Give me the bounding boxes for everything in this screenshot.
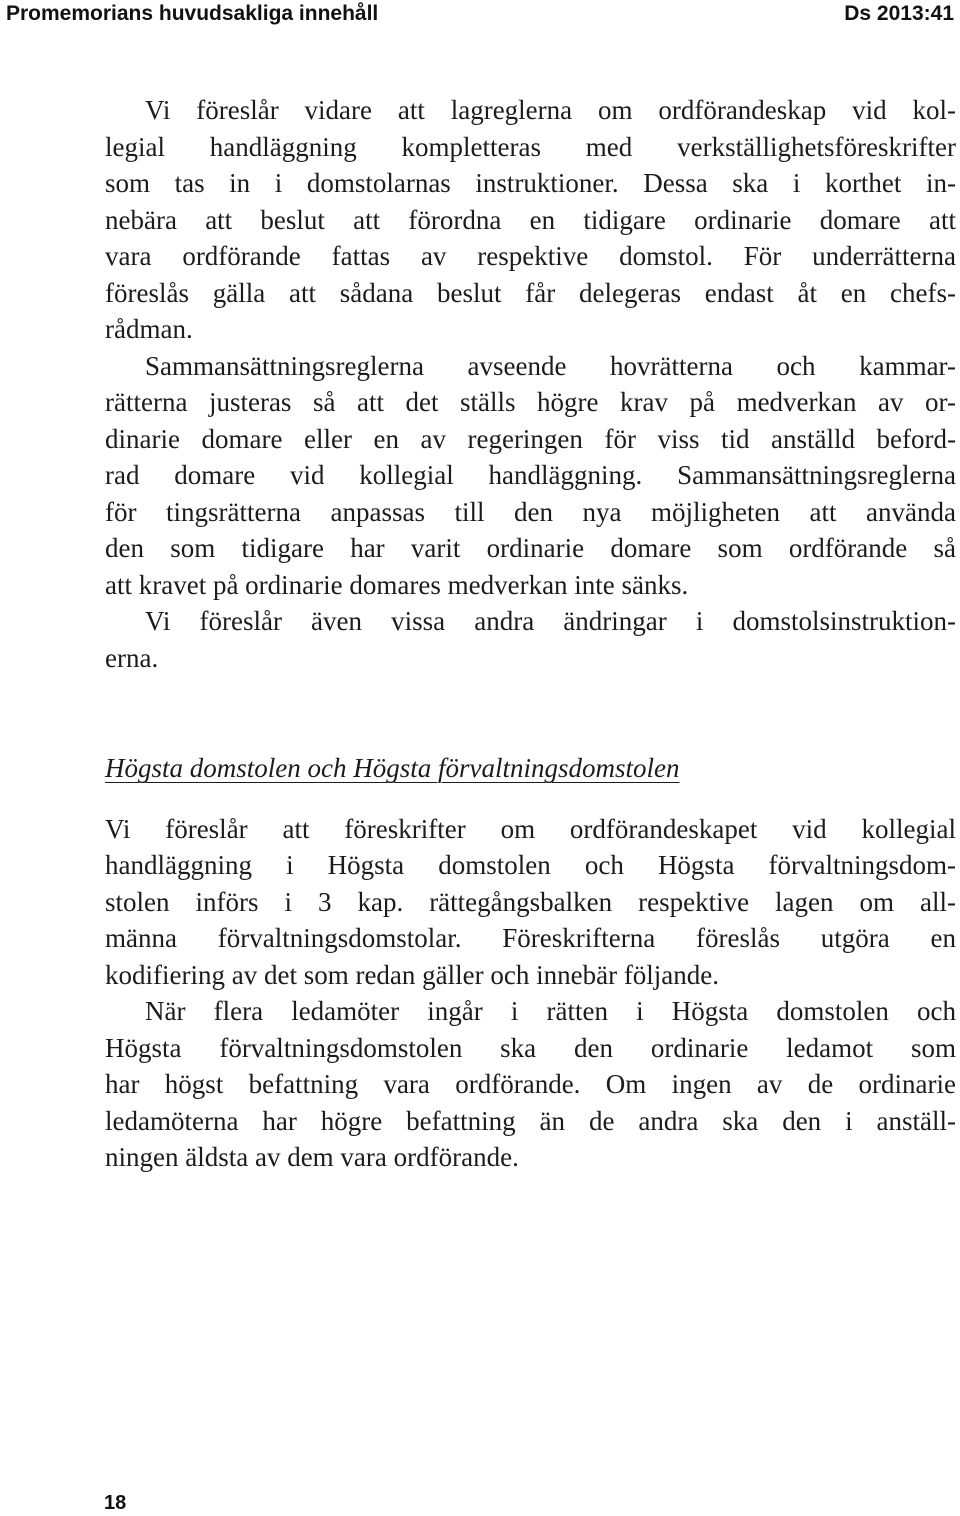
text-line: rådman. [105,314,193,344]
text-line: legial handläggning kompletteras med verkställighetsföreskrifter [105,131,956,162]
paragraph-2 [105,348,956,604]
header-title: Promemorians huvudsakliga innehåll [6,2,379,25]
text-line: Högsta förvaltningsdomstolen ska den ordinarie ledamot som [105,1032,956,1063]
text-line: Vi föreslår vidare att lagreglerna om ordförandeskap vid kol- [145,95,956,125]
text-line: När flera ledamöter ingår i rätten i Högsta domstolen och [145,996,956,1026]
text-line: kodifiering av det som redan gäller och innebär följande. [105,959,720,990]
text-line: handläggning i Högsta domstolen och Högsta förvaltningsdom- [105,850,956,880]
text-line: Vi föreslår även vissa andra ändringar i domstolsinstruktion- [145,606,956,636]
document-body [105,92,956,1176]
text-line: har högst befattning vara ordförande. Om ingen av de ordinarie [105,1069,956,1099]
text-line: männa förvaltningsdomstolar. Föreskrifterna föreslås utgöra en [105,923,956,953]
paragraph-5 [105,993,956,1176]
text-line: vara ordförande fattas av respektive domstol. För underrätterna [105,241,956,271]
text-line: att kravet på ordinarie domares medverkan inte sänks. [105,569,689,600]
section-heading: Högsta domstolen och Högsta förvaltningsdomstolen [105,753,680,783]
header-doc-id: Ds 2013:41 [844,2,954,25]
paragraph-1 [105,92,956,348]
text-line: Sammansättningsreglerna avseende hovrätterna och kammar- [145,350,956,381]
running-header [0,0,960,30]
text-line: föreslås gälla att sådana beslut får delegeras endast åt en chefs- [105,277,956,308]
text-line: stolen införs i 3 kap. rättegångsbalken respektive lagen om all- [105,886,956,917]
text-line: för tingsrätterna anpassas till den nya möjligheten att använda [105,496,956,527]
page-number: 18 [104,1492,127,1514]
text-line: rätterna justeras så att det ställs högre krav på medverkan av or- [105,387,956,417]
text-line: ledamöterna har högre befattning än de andra ska den i anställ- [105,1105,956,1136]
text-line: dinarie domare eller en av regeringen för viss tid anställd beford- [105,423,956,454]
paragraph-3 [105,603,956,676]
text-line: erna. [105,642,159,673]
text-line: som tas in i domstolarnas instruktioner. Dessa ska i korthet in- [105,168,956,198]
text-line: ningen äldsta av dem vara ordförande. [105,1142,519,1172]
text-line: den som tidigare har varit ordinarie domare som ordförande så [105,533,956,563]
text-line: nebära att beslut att förordna en tidigare ordinarie domare att [105,204,956,235]
text-line: Vi föreslår att föreskrifter om ordförandeskapet vid kollegial [105,813,956,844]
text-line: rad domare vid kollegial handläggning. Sammansättningsreglerna [105,460,956,490]
paragraph-4 [105,811,956,994]
